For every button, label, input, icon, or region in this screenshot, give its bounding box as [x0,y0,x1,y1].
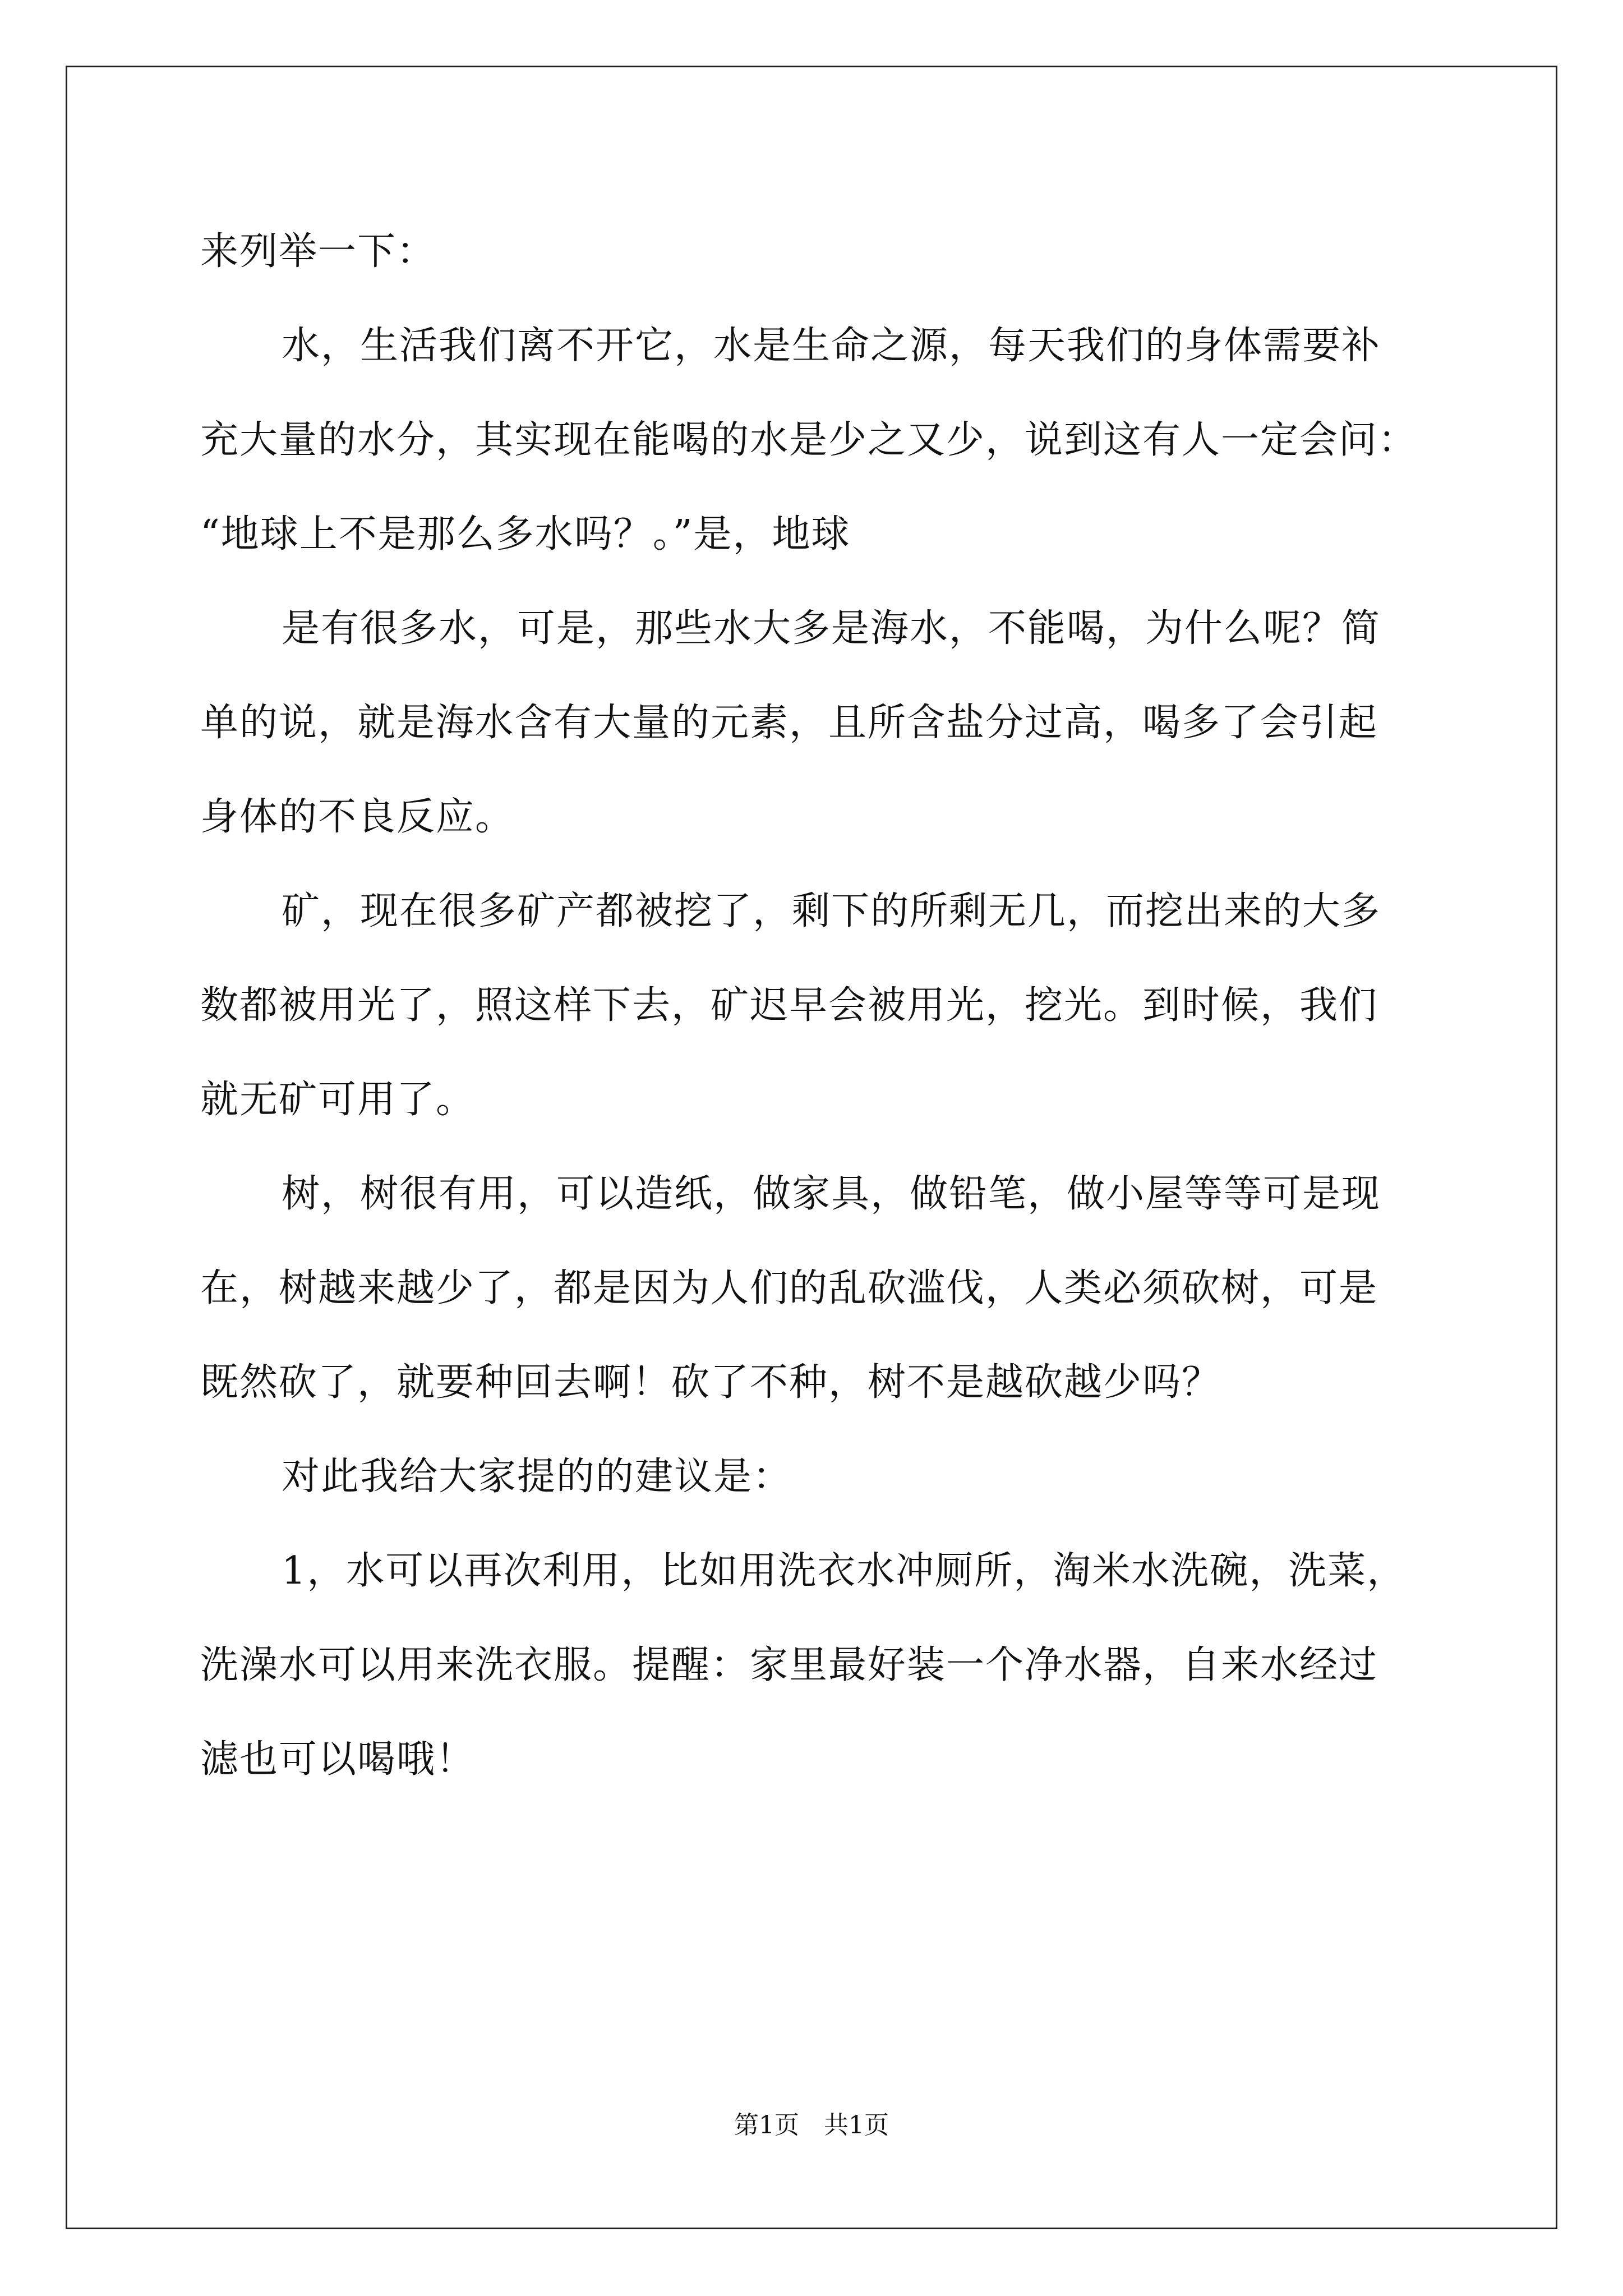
text-line: 数都被用光了，照这样下去，矿迟早会被用光，挖光。到时候，我们 [200,983,1378,1028]
text-line: 单的说，就是海水含有大量的元素，且所含盐分过高，喝多了会引起 [200,701,1378,745]
page-number: 第1页 共1页 [734,2111,889,2139]
text-line: 滤也可以喝哦！ [200,1737,476,1782]
text-line: “地球上不是那么多水吗？。”是，地球 [200,512,851,556]
text-line: 是有很多水，可是，那些水大多是海水，不能喝，为什么呢？简 [282,606,1381,651]
text-line: 树，树很有用，可以造纸，做家具，做铅笔，做小屋等等可是现 [282,1172,1381,1216]
text-line: 洗澡水可以用来洗衣服。提醒：家里最好装一个净水器，自来水经过 [200,1643,1378,1687]
text-line: 对此我给大家提的的建议是： [282,1455,792,1499]
text-line: 既然砍了，就要种回去啊！砍了不种，树不是越砍越少吗？ [200,1360,1221,1405]
text-line: 矿，现在很多矿产都被挖了，剩下的所剩无几，而挖出来的大多 [282,889,1381,933]
text-line: 充大量的水分，其实现在能喝的水是少之又少，说到这有人一定会问： [200,418,1418,462]
text-line: 在，树越来越少了，都是因为人们的乱砍滥伐，人类必须砍树，可是 [200,1266,1378,1310]
page-border [66,66,1557,2229]
text-line: 1，水可以再次利用，比如用洗衣水冲厕所，淘米水洗碗，洗菜， [282,1549,1407,1593]
text-line: 身体的不良反应。 [200,795,515,839]
text-line: 水，生活我们离不开它，水是生命之源，每天我们的身体需要补 [282,324,1381,368]
text-line: 就无矿可用了。 [200,1078,476,1122]
text-line: 来列举一下： [200,229,436,274]
